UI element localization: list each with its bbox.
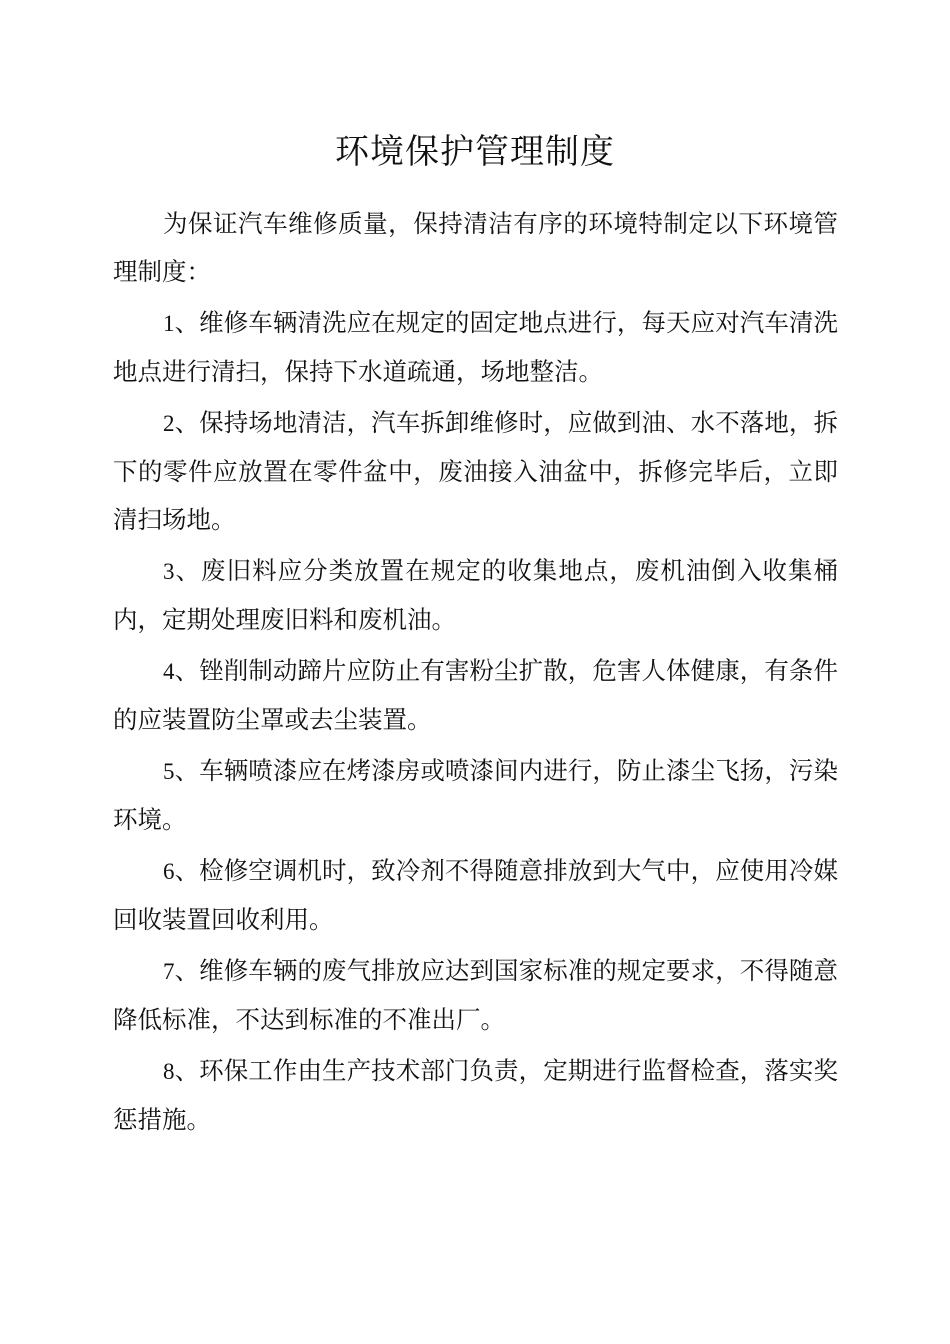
- rule-number: 8: [163, 1059, 175, 1084]
- rule-separator: 、: [174, 856, 200, 885]
- rule-item-7: [113, 947, 838, 1044]
- rule-number: 4: [163, 659, 175, 684]
- rule-number: 7: [163, 959, 175, 984]
- rule-text: 车辆喷漆应在烤漆房或喷漆间内进行，防止漆尘飞扬，污染环境。: [113, 756, 839, 834]
- rule-text: 锉削制动蹄片应防止有害粉尘扩散，危害人体健康，有条件的应装置防尘罩或去尘装置。: [113, 656, 839, 734]
- rule-separator: 、: [174, 408, 200, 437]
- rule-item-5: [113, 747, 838, 844]
- rule-text: 保持场地清洁，汽车拆卸维修时，应做到油、水不落地，拆下的零件应放置在零件盆中，废油接入油盆中，拆修完毕后，立即清扫场地。: [113, 408, 839, 534]
- rule-separator: 、: [174, 756, 200, 785]
- rule-separator: 、: [174, 556, 202, 585]
- rule-number: 1: [163, 311, 175, 336]
- rule-item-3: [113, 547, 838, 644]
- rule-number: 5: [163, 759, 175, 784]
- rule-text: 维修车辆清洗应在规定的固定地点进行，每天应对汽车清洗地点进行清扫，保持下水道疏通，场地整洁。: [113, 308, 839, 386]
- rule-number: 6: [163, 859, 175, 884]
- rule-item-6: [113, 847, 838, 944]
- rule-separator: 、: [174, 1056, 200, 1085]
- rule-separator: 、: [174, 956, 200, 985]
- rule-item-4: [113, 647, 838, 744]
- rule-separator: 、: [174, 308, 200, 337]
- intro-paragraph: 为保证汽车维修质量，保持清洁有序的环境特制定以下环境管理制度：: [113, 209, 838, 286]
- rule-number: 2: [163, 411, 175, 436]
- rule-text: 环保工作由生产技术部门负责，定期进行监督检查，落实奖惩措施。: [113, 1056, 839, 1134]
- rule-text: 废旧料应分类放置在规定的收集地点，废机油倒入收集桶内，定期处理废旧料和废机油。: [113, 556, 839, 634]
- rule-text: 检修空调机时，致冷剂不得随意排放到大气中，应使用冷媒回收装置回收利用。: [113, 856, 839, 934]
- rule-item-2: [113, 399, 838, 544]
- rule-item-8: [113, 1047, 838, 1144]
- rule-item-1: [113, 299, 838, 396]
- rule-separator: 、: [174, 656, 200, 685]
- document-body: [113, 200, 838, 1144]
- rule-number: 3: [163, 559, 175, 584]
- document-title: 环境保护管理制度: [335, 132, 615, 172]
- rule-text: 维修车辆的废气排放应达到国家标准的规定要求，不得随意降低标准，不达到标准的不准出厂。: [113, 956, 839, 1034]
